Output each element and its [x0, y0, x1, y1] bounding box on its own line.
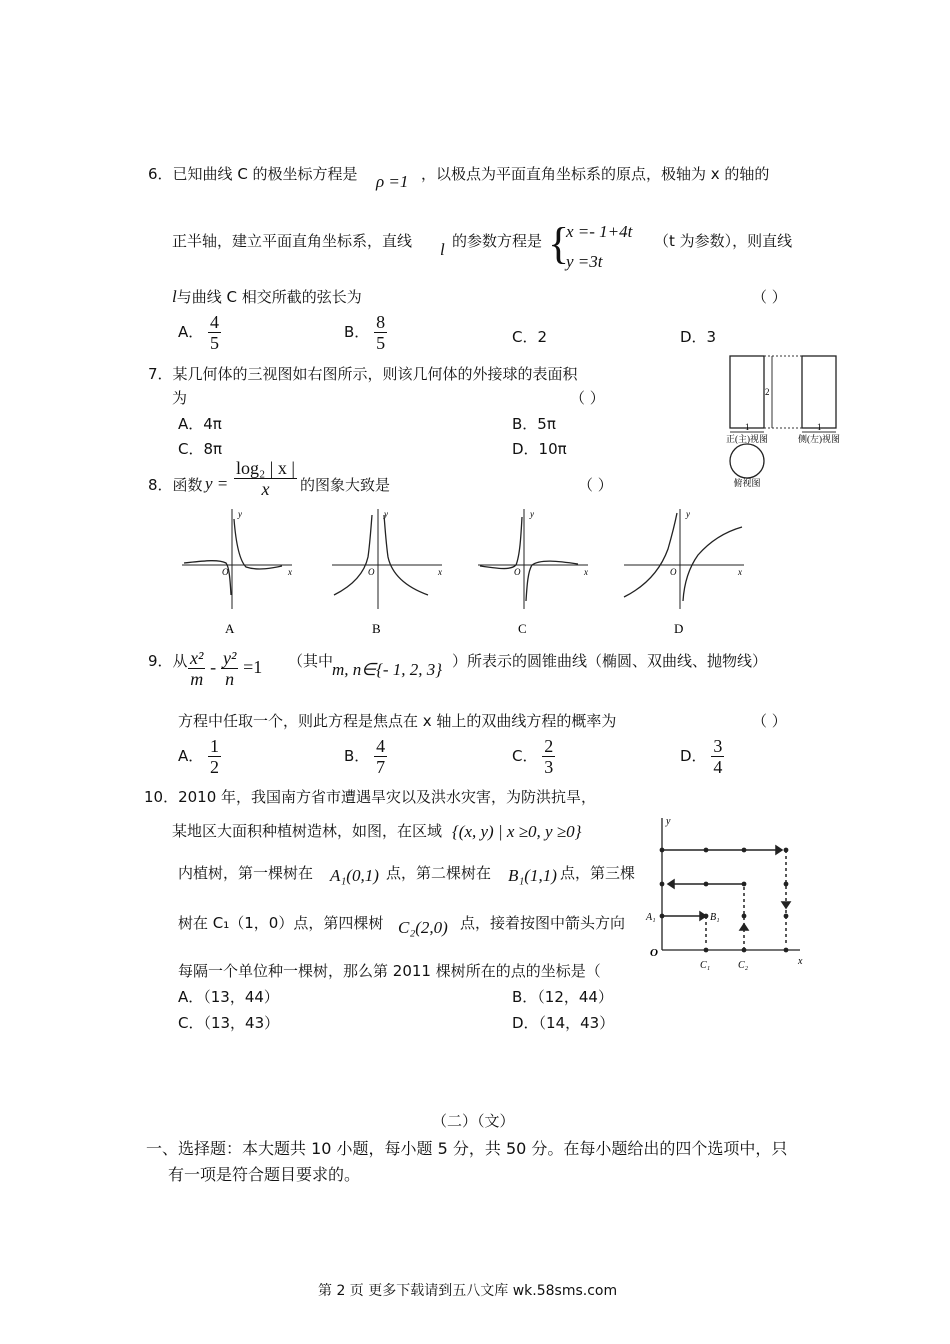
- q10-tree-grid-figure: [640, 812, 830, 980]
- q8-graph-a-right-curve: [234, 519, 282, 569]
- q10-point-a1: A₁(0,1): [330, 866, 379, 885]
- q8-graph-d-right-curve: [683, 527, 742, 601]
- section-heading-line1: 一、选择题：本大题共 10 小题，每小题 5 分，共 50 分。在每小题给出的四个选项中，只: [146, 1139, 788, 1158]
- q8-graph-b-x-label: x: [438, 567, 442, 577]
- q8-line1: [148, 474, 203, 495]
- q8-graph-a-x-label: x: [288, 567, 292, 577]
- q8-graph-c: [474, 505, 594, 637]
- q9-prefix: 从: [172, 652, 188, 670]
- q7-option-c: C．8π: [178, 440, 223, 458]
- q8-graph-c-x-label: x: [584, 567, 588, 577]
- q6-line-symbol: l: [440, 240, 445, 259]
- q10-option-b: B．（12，44）: [512, 988, 613, 1006]
- q9-option-c: C． $\frac{2}{3}$: [512, 736, 554, 777]
- q10-path-arrows: [662, 846, 790, 950]
- q6-line1: [148, 163, 358, 184]
- q9-set: m, n∈{- 1, 2, 3}: [332, 660, 443, 679]
- q9-number: 9．: [148, 652, 173, 670]
- q10-text-2: 某地区大面积种植树造林，如图，在区域: [172, 822, 443, 840]
- q8-graph-a-y-label: y: [238, 509, 242, 519]
- section-subtitle: （二）（文）: [432, 1112, 515, 1130]
- q8-graph-c-label: C: [518, 621, 527, 636]
- q8-prefix: 函数: [172, 476, 203, 494]
- q7-three-view-figure: [718, 350, 848, 490]
- q8-graph-c-right-curve: [526, 561, 578, 601]
- page-footer: 第 2 页 更多下载请到五八文库 wk.58sms.com: [318, 1283, 618, 1299]
- q6-option-c: C．2: [512, 328, 548, 346]
- q8-graph-d-x-label: x: [738, 567, 742, 577]
- q10-text-5: 每隔一个单位种一棵树，那么第 2011 棵树所在的点的坐标是（: [178, 962, 601, 980]
- q10-option-c: C．（13，43）: [178, 1014, 280, 1032]
- q7-option-d: D．10π: [512, 440, 567, 458]
- q8-number: 8．: [148, 476, 173, 494]
- q9-line1-start: [148, 650, 188, 671]
- q8-graph-b-origin: O: [368, 567, 375, 577]
- q7-dim-width-label-2: 1: [817, 422, 822, 432]
- q6-option-d: D．3: [680, 328, 717, 346]
- q9-option-a: A． $\frac{1}{2}$: [178, 736, 220, 777]
- q8-answer-paren: （ ）: [578, 476, 613, 494]
- q7-front-view-rect: [730, 356, 764, 428]
- q8-graph-c-y-label: y: [530, 509, 534, 519]
- q6-text-2b: 的参数方程是: [452, 232, 543, 250]
- q9-answer-paren: （ ）: [752, 712, 787, 730]
- q7-dim-width-label-1: 1: [745, 422, 750, 432]
- q10-text-4b: 点，接着按图中箭头方向: [460, 914, 626, 932]
- q10-point-c2: C₂(2,0): [398, 918, 448, 937]
- q8-graph-d-label: D: [674, 621, 684, 636]
- q6-text-1b: ，以极点为平面直角坐标系的原点，极轴为 x 的轴的: [421, 165, 770, 183]
- q9-mid: （其中: [288, 652, 334, 670]
- q10-text-3a: 内植树，第一棵树在: [178, 864, 314, 882]
- q6-text-1a: 已知曲线 C 的极坐标方程是: [172, 165, 358, 183]
- q7-number: 7．: [148, 365, 173, 383]
- q7-text-2: 为: [172, 389, 188, 407]
- q6-text-2c: （t 为参数），则直线: [654, 232, 793, 250]
- q7-text-1: 某几何体的三视图如右图所示，则该几何体的外接球的表面积: [172, 365, 578, 383]
- q8-function-fraction: [234, 458, 297, 499]
- q8-graph-b-label: B: [372, 621, 381, 636]
- q9-text-2: 方程中任取一个，则此方程是焦点在 x 轴上的双曲线方程的概率为: [178, 712, 617, 730]
- q6-line3: [172, 286, 362, 307]
- q8-suffix: 的图象大致是: [300, 476, 391, 494]
- q9-after: ）所表示的圆锥曲线（椭圆、双曲线、抛物线）: [452, 652, 768, 670]
- q10-text-4a: 树在 C₁（1，0）点，第四棵树: [178, 914, 384, 932]
- q7-top-view-circle: [730, 444, 764, 478]
- q7-top-view-label: 俯视图: [733, 478, 761, 488]
- q10-x-label: x: [798, 956, 803, 967]
- q8-graph-a-label: A: [225, 621, 235, 636]
- q10-c1-label: C₁: [700, 960, 711, 971]
- q8-graph-b: [328, 505, 448, 637]
- q10-tree-points: [660, 848, 789, 953]
- q10-a1-label: A₁: [646, 912, 656, 923]
- q9-option-d-fraction: $\frac{3}{4}$: [713, 736, 723, 777]
- q8-graph-d-y-label: y: [686, 509, 690, 519]
- q7-side-view-rect: [802, 356, 836, 428]
- q9-option-a-fraction: $\frac{1}{2}$: [210, 736, 220, 777]
- q6-system-eq2: y =3t: [566, 252, 603, 271]
- q6-answer-paren: （ ）: [752, 288, 787, 306]
- q6-option-b: B． $\frac{8}{5}$: [344, 312, 386, 353]
- q7-line1: [148, 363, 578, 384]
- q9-fraction-y: $\frac{\text{y²}}{n}$: [222, 648, 237, 689]
- q8-graph-d-left-curve: [624, 513, 677, 597]
- q10-region: {(x, y) | x ≥0, y ≥0}: [452, 822, 582, 841]
- q6-text-2a: 正半轴，建立平面直角坐标系，直线: [172, 232, 413, 250]
- q10-y-label: y: [666, 816, 671, 827]
- q10-line1: [144, 786, 596, 807]
- q9-minus: -: [210, 657, 217, 677]
- q8-graph-a: [178, 505, 298, 637]
- q7-front-view-label: 正(主)视图: [726, 434, 768, 444]
- q8-graph-d: [620, 505, 750, 637]
- q8-graph-c-left-curve: [480, 517, 522, 569]
- q6-rho-equation: ρ =1: [376, 172, 409, 191]
- q9-equation: [188, 648, 262, 689]
- q6-text-3: 与曲线 C 相交所截的弦长为: [176, 288, 362, 306]
- q7-side-view-label: 侧(左)视图: [798, 434, 840, 444]
- q9-option-c-fraction: $\frac{2}{3}$: [544, 736, 554, 777]
- q8-graph-b-left-curve: [334, 515, 372, 595]
- q6-line3-symbol: l: [172, 287, 177, 306]
- q8-graph-a-origin: O: [222, 567, 229, 577]
- q10-origin-label: O: [650, 947, 658, 959]
- q8-graph-a-left-curve: [184, 561, 231, 595]
- q6-option-b-fraction: $\frac{8}{5}$: [376, 312, 386, 353]
- q9-option-b: B． $\frac{4}{7}$: [344, 736, 386, 777]
- q9-option-d: D． $\frac{3}{4}$: [680, 736, 723, 777]
- q7-option-b: B．5π: [512, 415, 556, 433]
- q6-option-a: A． $\frac{4}{5}$: [178, 312, 220, 353]
- q9-fraction-x: $\frac{\text{x²}}{m}$: [190, 648, 204, 689]
- q7-option-a: A．4π: [178, 415, 222, 433]
- q10-text-3c: 点，第三棵: [560, 864, 636, 882]
- q8-y-equals: y =: [205, 474, 229, 493]
- q9-option-b-fraction: $\frac{4}{7}$: [376, 736, 386, 777]
- q6-number: 6．: [148, 165, 173, 183]
- section-heading-line2: 有一项是符合题目要求的。: [168, 1165, 361, 1184]
- q8-graph-c-origin: O: [514, 567, 521, 577]
- q8-fraction-denominator: x: [261, 479, 270, 499]
- q10-option-a: A．（13，44）: [178, 988, 279, 1006]
- q10-b1-label: B₁: [710, 912, 720, 923]
- q10-number: 10．: [144, 788, 179, 806]
- q10-text-3b: 点，第二棵树在: [386, 864, 492, 882]
- q8-graph-b-right-curve: [384, 515, 428, 595]
- q10-c2-label: C₂: [738, 960, 749, 971]
- q6-system-eq1: x =- 1+4t: [566, 222, 633, 241]
- q8-graph-d-origin: O: [670, 567, 677, 577]
- q8-fraction-numerator: log₂ | x |: [236, 458, 295, 478]
- q10-point-b1: B₁(1,1): [508, 866, 557, 885]
- q9-equals-one: =1: [243, 657, 263, 677]
- q6-option-a-fraction: $\frac{4}{5}$: [210, 312, 220, 353]
- q10-text-1: 2010 年，我国南方省市遭遇旱灾以及洪水灾害，为防洪抗旱，: [178, 788, 597, 806]
- q7-dim-height-label: 2: [765, 387, 770, 397]
- q10-option-d: D．（14，43）: [512, 1014, 615, 1032]
- q7-answer-paren: （ ）: [570, 389, 605, 407]
- q6-system-brace: {: [548, 219, 570, 268]
- q8-graph-b-y-label: y: [384, 509, 388, 519]
